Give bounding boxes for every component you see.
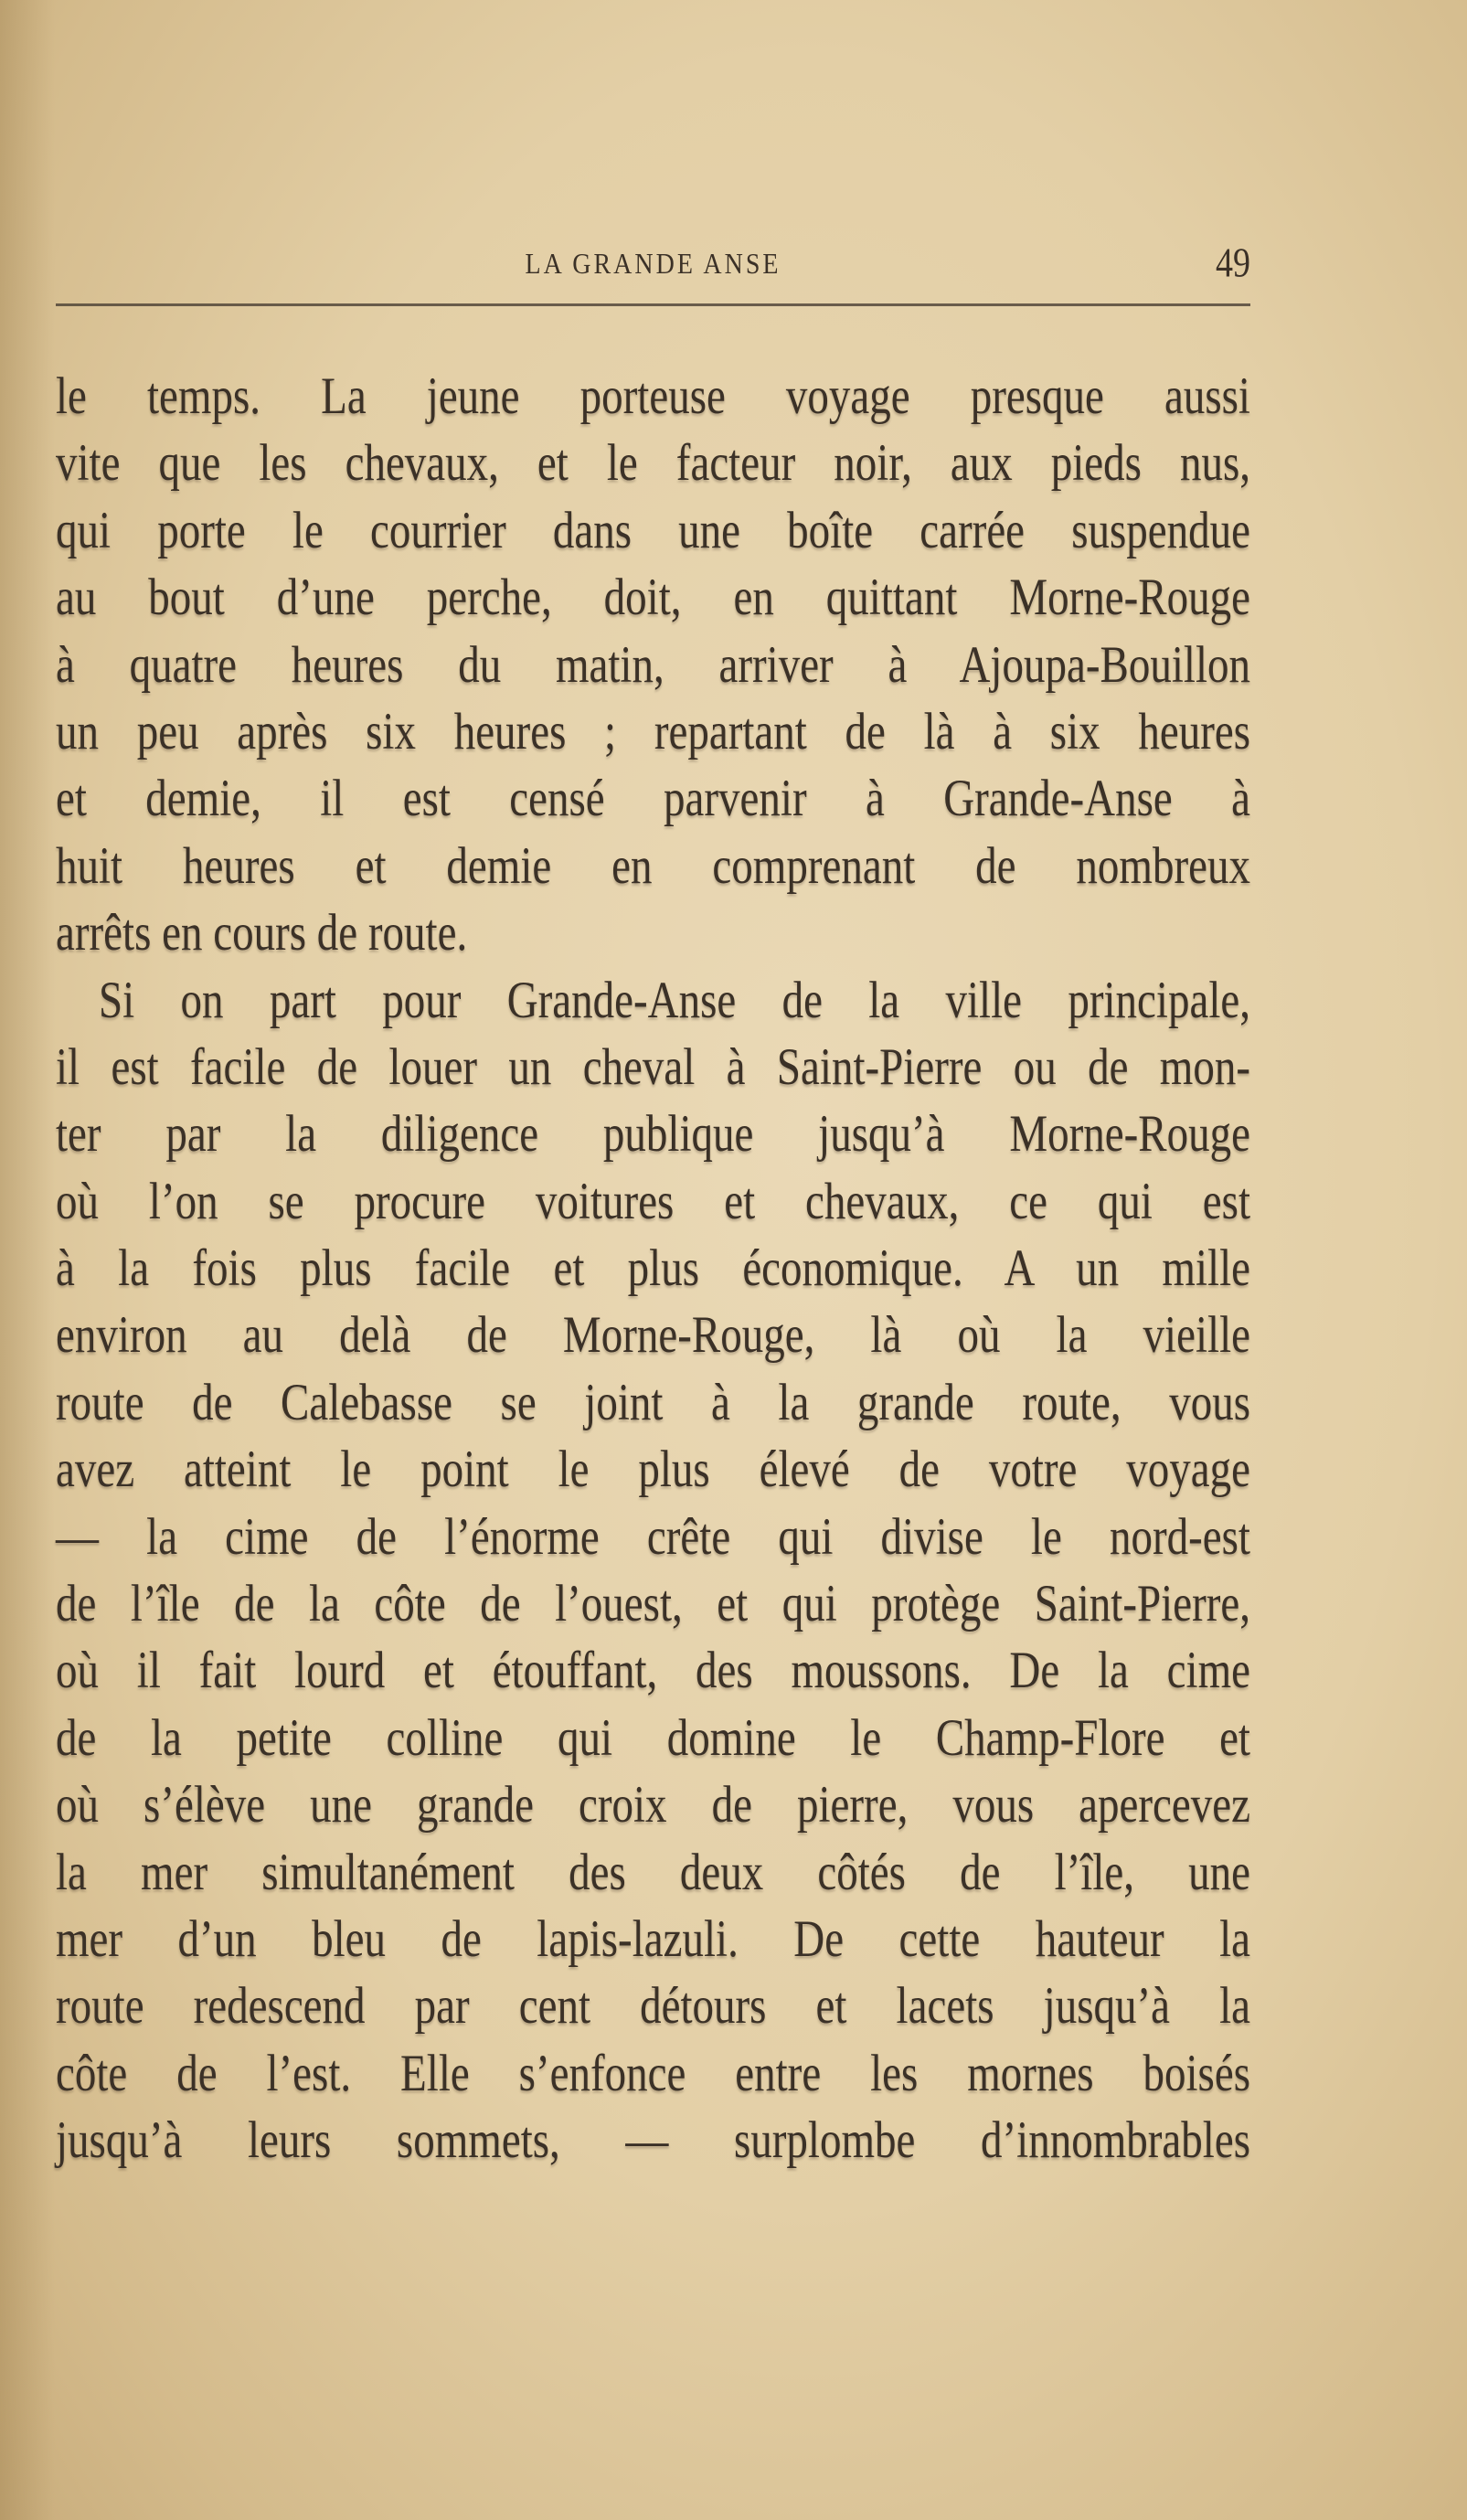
page-edge-shadow — [0, 0, 55, 2520]
text-line: où s’élève une grande croix de pierre, vous apercevez — [56, 1776, 1250, 1834]
text-line: il est facile de louer un cheval à Saint-Pierre ou de mon- — [56, 1038, 1250, 1097]
text-line: de la petite colline qui domine le Champ-Flore et — [56, 1708, 1250, 1768]
text-line: où l’on se procure voitures et chevaux, ce qui est — [56, 1172, 1250, 1231]
text-line-paragraph-start: Si on part pour Grande-Anse de la ville principale, — [99, 971, 1250, 1030]
text-line: avez atteint le point le plus élevé de votre voyage — [56, 1441, 1250, 1499]
text-line: environ au delà de Morne-Rouge, là où la vieille — [56, 1306, 1250, 1366]
text-line: un peu après six heures ; repartant de là à six heures — [56, 703, 1250, 761]
text-line: de l’île de la côte de l’ouest, et qui protège Saint-Pierre, — [56, 1575, 1250, 1633]
text-line: le temps. La jeune porteuse voyage presque aussi — [56, 367, 1250, 426]
running-head — [56, 239, 1250, 291]
text-line: à quatre heures du matin, arriver à Ajoupa-Bouillon — [56, 635, 1250, 695]
header-rule — [56, 303, 1250, 306]
text-line: vite que les chevaux, et le facteur noir, aux pieds nus, — [56, 434, 1250, 493]
text-line: jusqu’à leurs sommets, — surplombe d’innombrables — [56, 2111, 1250, 2170]
text-line-paragraph-end: arrêts en cours de route. — [56, 904, 468, 962]
text-line: huit heures et demie en comprenant de nombreux — [56, 836, 1250, 896]
running-head-title: LA GRANDE ANSE — [525, 248, 781, 282]
body-text — [56, 364, 1250, 2175]
text-line: où il fait lourd et étouffant, des moussons. De la cime — [56, 1642, 1250, 1700]
text-line: ter par la diligence publique jusqu’à Morne-Rouge — [56, 1105, 1250, 1164]
text-line: la mer simultanément des deux côtés de l’île, une — [56, 1843, 1250, 1902]
text-line: à la fois plus facile et plus économique. A un mille — [56, 1239, 1250, 1298]
text-line: au bout d’une perche, doit, en quittant Morne-Rouge — [56, 569, 1250, 627]
text-line: route redescend par cent détours et lacets jusqu’à la — [56, 1977, 1250, 2036]
text-line: mer d’un bleu de lapis-lazuli. De cette hauteur la — [56, 1910, 1250, 1969]
text-line: — la cime de l’énorme crête qui divise le nord-est — [56, 1507, 1250, 1567]
text-line: qui porte le courrier dans une boîte carrée suspendue — [56, 501, 1250, 560]
text-line: et demie, il est censé parvenir à Grande-Anse à — [56, 770, 1250, 828]
page-number: 49 — [1216, 239, 1250, 287]
text-line: côte de l’est. Elle s’enfonce entre les mornes boisés — [56, 2044, 1250, 2103]
text-line: route de Calebasse se joint à la grande route, vous — [56, 1373, 1250, 1432]
